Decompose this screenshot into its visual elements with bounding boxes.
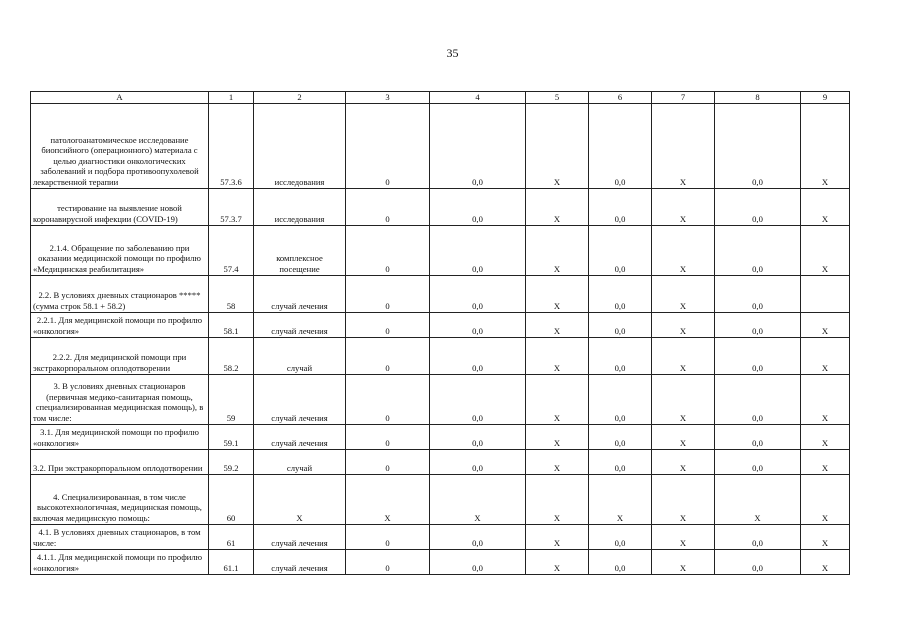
- table-cell: Х: [254, 475, 346, 525]
- table-cell: 0: [346, 226, 430, 276]
- table-cell: 0,0: [430, 226, 526, 276]
- row-name-cell: 3.2. При экстракорпоральном оплодотворении: [31, 450, 209, 475]
- table-cell: 0,0: [589, 338, 652, 375]
- header-cell: 3: [346, 92, 430, 104]
- header-row: [31, 92, 850, 104]
- row-code-cell: 59: [209, 375, 254, 425]
- row-code-cell: 60: [209, 475, 254, 525]
- table-row: [31, 226, 850, 276]
- table-cell: Х: [526, 313, 589, 338]
- table-cell: 0,0: [589, 425, 652, 450]
- header-cell: А: [31, 92, 209, 104]
- row-name-cell: тестирование на выявление новой коронавирусной инфекции (COVID-19): [31, 189, 209, 226]
- table-cell: Х: [801, 475, 850, 525]
- table-cell: Х: [652, 550, 715, 575]
- row-code-cell: 58.1: [209, 313, 254, 338]
- row-name-cell: 3.1. Для медицинской помощи по профилю «онкология»: [31, 425, 209, 450]
- table-cell: 0,0: [430, 104, 526, 189]
- table-cell: 0: [346, 550, 430, 575]
- table-cell: 0,0: [715, 525, 801, 550]
- table-cell: 0,0: [715, 226, 801, 276]
- row-name-cell: 4.1.1. Для медицинской помощи по профилю «онкология»: [31, 550, 209, 575]
- table-cell: 0,0: [589, 525, 652, 550]
- table-cell: Х: [526, 425, 589, 450]
- table-row: [31, 375, 850, 425]
- header-cell: 2: [254, 92, 346, 104]
- row-code-cell: 58.2: [209, 338, 254, 375]
- table-cell: 0: [346, 276, 430, 313]
- row-name-cell: 3. В условиях дневных стационаров (первичная медико-санитарная помощь, специализированная медицинская помощь), в том числе:: [31, 375, 209, 425]
- table-cell: Х: [526, 550, 589, 575]
- header-cell: 6: [589, 92, 652, 104]
- table-row: [31, 313, 850, 338]
- table-row: [31, 550, 850, 575]
- table-cell: 0,0: [589, 375, 652, 425]
- row-name-cell: 2.1.4. Обращение по заболеванию при оказании медицинской помощи по профилю «Медицинская реабилитация»: [31, 226, 209, 276]
- row-code-cell: 57.3.6: [209, 104, 254, 189]
- table-row: [31, 475, 850, 525]
- row-name-cell: 2.2.2. Для медицинской помощи при экстракорпоральном оплодотворении: [31, 338, 209, 375]
- row-code-cell: 59.2: [209, 450, 254, 475]
- table-row: [31, 104, 850, 189]
- table-cell: Х: [526, 525, 589, 550]
- table-body: [31, 104, 850, 575]
- table-cell: 0: [346, 189, 430, 226]
- table-cell: Х: [652, 475, 715, 525]
- table-cell: 0,0: [715, 450, 801, 475]
- header-cell: 1: [209, 92, 254, 104]
- table-row: [31, 338, 850, 375]
- table-cell: 0,0: [589, 450, 652, 475]
- table-cell: Х: [652, 189, 715, 226]
- table-cell: Х: [589, 475, 652, 525]
- row-code-cell: 57.4: [209, 226, 254, 276]
- table-cell: 0,0: [430, 375, 526, 425]
- table-cell: 0,0: [430, 276, 526, 313]
- row-code-cell: 57.3.7: [209, 189, 254, 226]
- table-row: [31, 276, 850, 313]
- table-cell: Х: [526, 450, 589, 475]
- row-name-cell: 2.2.1. Для медицинской помощи по профилю «онкология»: [31, 313, 209, 338]
- table-cell: Х: [526, 338, 589, 375]
- table-cell: случай: [254, 338, 346, 375]
- table-cell: Х: [652, 276, 715, 313]
- table-cell: 0,0: [715, 313, 801, 338]
- table-cell: Х: [652, 104, 715, 189]
- table-row: [31, 525, 850, 550]
- row-name-cell: патологоанатомическое исследование биопсийного (операционного) материала с целью диагностики онкологических заболеваний и подбора противоопухолевой лекарственной терапии: [31, 104, 209, 189]
- table-cell: 0: [346, 375, 430, 425]
- table-cell: 0,0: [589, 226, 652, 276]
- row-name-cell: 4.1. В условиях дневных стационаров, в том числе:: [31, 525, 209, 550]
- table-cell: исследования: [254, 104, 346, 189]
- table-cell: 0,0: [715, 550, 801, 575]
- table-cell: Х: [526, 375, 589, 425]
- table-cell: 0: [346, 525, 430, 550]
- table-cell: 0,0: [589, 550, 652, 575]
- table-cell: Х: [801, 313, 850, 338]
- table-cell: случай: [254, 450, 346, 475]
- table-cell: 0,0: [715, 189, 801, 226]
- table-cell: 0,0: [715, 338, 801, 375]
- table-cell: Х: [652, 375, 715, 425]
- table-cell: 0: [346, 338, 430, 375]
- table-cell: Х: [652, 313, 715, 338]
- table-cell: Х: [652, 226, 715, 276]
- table-cell: Х: [801, 450, 850, 475]
- table-cell: 0,0: [430, 550, 526, 575]
- table-cell: исследования: [254, 189, 346, 226]
- table-cell: Х: [801, 425, 850, 450]
- table-cell: 0,0: [715, 425, 801, 450]
- row-name-cell: 4. Специализированная, в том числе высокотехнологичная, медицинская помощь, включая медицинскую помощь:: [31, 475, 209, 525]
- table-cell: Х: [801, 550, 850, 575]
- table-cell: 0,0: [589, 104, 652, 189]
- table-cell: Х: [801, 226, 850, 276]
- header-cell: 9: [801, 92, 850, 104]
- table-cell: 0: [346, 425, 430, 450]
- table-cell: 0,0: [430, 338, 526, 375]
- table-cell: Х: [801, 189, 850, 226]
- table-cell: 0,0: [589, 189, 652, 226]
- header-cell: 5: [526, 92, 589, 104]
- header-cell: 8: [715, 92, 801, 104]
- table-cell: 0,0: [430, 450, 526, 475]
- table-cell: Х: [346, 475, 430, 525]
- table-cell: Х: [652, 450, 715, 475]
- table-cell: Х: [715, 475, 801, 525]
- row-code-cell: 61: [209, 525, 254, 550]
- table-cell: Х: [801, 104, 850, 189]
- table-cell: случай лечения: [254, 525, 346, 550]
- table-cell: Х: [526, 276, 589, 313]
- row-code-cell: 59.1: [209, 425, 254, 450]
- table-cell: 0,0: [589, 276, 652, 313]
- table-row: [31, 450, 850, 475]
- table-cell: Х: [430, 475, 526, 525]
- table-cell: 0,0: [430, 313, 526, 338]
- table-cell: 0,0: [715, 104, 801, 189]
- table-cell: Х: [652, 338, 715, 375]
- table-cell: Х: [526, 104, 589, 189]
- table-cell: 0,0: [715, 276, 801, 313]
- table-cell: Х: [801, 338, 850, 375]
- table-cell: случай лечения: [254, 550, 346, 575]
- table-cell: 0: [346, 313, 430, 338]
- table-cell: Х: [526, 189, 589, 226]
- table-cell: Х: [801, 525, 850, 550]
- table-cell: 0,0: [589, 313, 652, 338]
- table-cell: случай лечения: [254, 425, 346, 450]
- table-cell: комплексное посещение: [254, 226, 346, 276]
- table-cell: 0: [346, 450, 430, 475]
- header-cell: 4: [430, 92, 526, 104]
- page-number: 35: [446, 46, 459, 60]
- row-name-cell: 2.2. В условиях дневных стационаров ***** (сумма строк 58.1 + 58.2): [31, 276, 209, 313]
- row-code-cell: 61.1: [209, 550, 254, 575]
- table-cell: 0,0: [430, 425, 526, 450]
- table-row: [31, 189, 850, 226]
- table-cell: 0: [346, 104, 430, 189]
- table-cell: 0,0: [430, 189, 526, 226]
- table-cell: случай лечения: [254, 375, 346, 425]
- data-table: [30, 91, 850, 575]
- table-cell: Х: [801, 375, 850, 425]
- table-cell: Х: [526, 475, 589, 525]
- table-cell: Х: [652, 425, 715, 450]
- table-cell: Х: [652, 525, 715, 550]
- header-cell: 7: [652, 92, 715, 104]
- table-cell: 0,0: [715, 375, 801, 425]
- table-cell: [801, 276, 850, 313]
- table-cell: случай лечения: [254, 313, 346, 338]
- table-cell: 0,0: [430, 525, 526, 550]
- table-cell: случай лечения: [254, 276, 346, 313]
- row-code-cell: 58: [209, 276, 254, 313]
- table-cell: Х: [526, 226, 589, 276]
- table-row: [31, 425, 850, 450]
